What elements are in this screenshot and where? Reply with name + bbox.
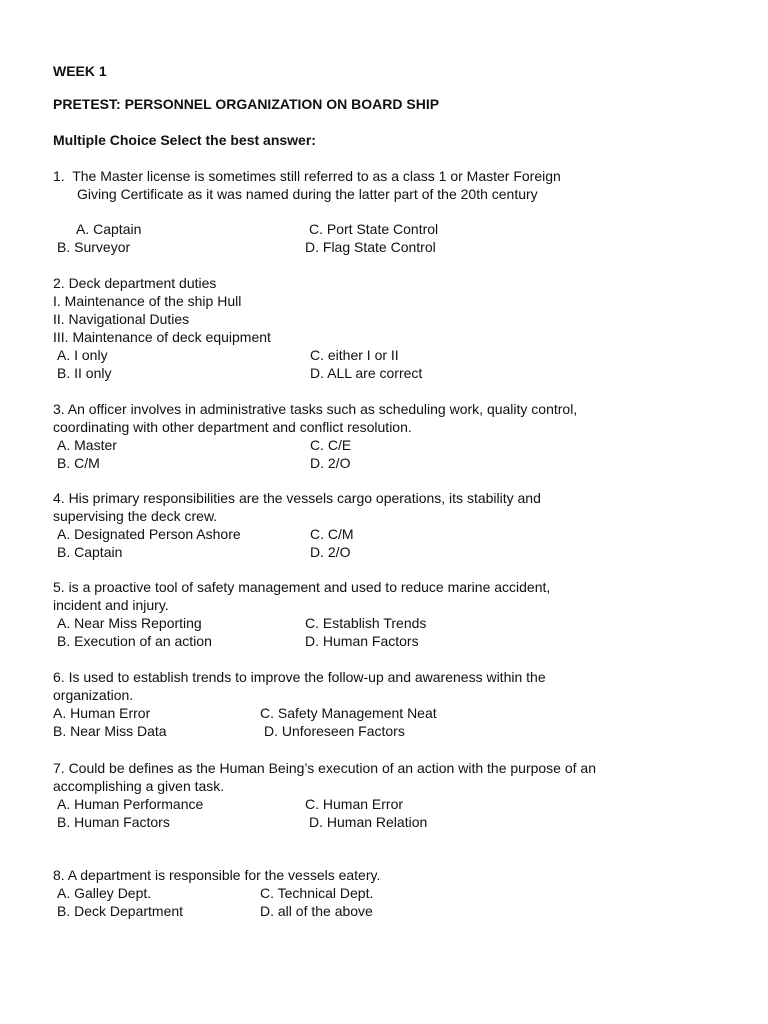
question-text-line: I. Maintenance of the ship Hull [53, 293, 242, 309]
choice-c: C. Establish Trends [305, 615, 427, 631]
week-label: WEEK 1 [53, 63, 107, 79]
question-text-line: 5. is a proactive tool of safety management and used to reduce marine accident, [53, 579, 551, 595]
question-text-line: III. Maintenance of deck equipment [53, 329, 271, 345]
instruction-text: Multiple Choice Select the best answer: [53, 132, 316, 148]
choice-b: B. Captain [57, 544, 123, 560]
choice-b: B. Surveyor [57, 239, 131, 255]
choice-c: C. either I or II [310, 347, 399, 363]
choice-c: C. Human Error [305, 796, 404, 812]
choice-a: A. Human Performance [57, 796, 204, 812]
choice-a: A. Master [57, 437, 117, 453]
question-text-line: 7. Could be defines as the Human Being’s execution of an action with the purpose of an [53, 760, 596, 776]
choice-c: C. C/E [310, 437, 352, 453]
question-text-line: 3. An officer involves in administrative tasks such as scheduling work, quality control, [53, 401, 578, 417]
page-title: PRETEST: PERSONNEL ORGANIZATION ON BOARD SHIP [53, 96, 440, 112]
choice-d: D. Flag State Control [305, 239, 436, 255]
choice-b: B. Human Factors [57, 814, 170, 830]
choice-d: D. 2/O [310, 544, 351, 560]
question-text-line: incident and injury. [53, 597, 169, 613]
question-text-line: 8. A department is responsible for the vessels eatery. [53, 867, 381, 883]
choice-c: C. C/M [310, 526, 354, 542]
choice-a: A. Near Miss Reporting [57, 615, 202, 631]
question-text-line: 1. The Master license is sometimes still referred to as a class 1 or Master Foreign [53, 168, 561, 184]
choice-b: B. C/M [57, 455, 100, 471]
question-text-line: organization. [53, 687, 134, 703]
question-text-line: coordinating with other department and conflict resolution. [53, 419, 412, 435]
question-text-line: 6. Is used to establish trends to improve the follow-up and awareness within the [53, 669, 546, 685]
question-text-line: II. Navigational Duties [53, 311, 190, 327]
choice-b: B. II only [57, 365, 112, 381]
choice-c: C. Technical Dept. [260, 885, 374, 901]
question-text-line: Giving Certificate as it was named during the latter part of the 20th century [77, 186, 538, 202]
choice-d: D. Human Factors [305, 633, 419, 649]
choice-a: A. Human Error [53, 705, 151, 721]
choice-a: A. Galley Dept. [57, 885, 152, 901]
choice-d: D. Human Relation [309, 814, 428, 830]
choice-b: B. Deck Department [57, 903, 184, 919]
choice-b: B. Near Miss Data [53, 723, 167, 739]
question-text-line: accomplishing a given task. [53, 778, 225, 794]
question-text-line: 2. Deck department duties [53, 275, 217, 291]
question-text-line: supervising the deck crew. [53, 508, 218, 524]
question-text-line: 4. His primary responsibilities are the vessels cargo operations, its stability and [53, 490, 541, 506]
choice-d: D. all of the above [260, 903, 373, 919]
choice-a: A. Captain [76, 221, 142, 237]
choice-d: D. Unforeseen Factors [264, 723, 405, 739]
choice-d: D. ALL are correct [310, 365, 423, 381]
choice-c: C. Port State Control [309, 221, 439, 237]
choice-b: B. Execution of an action [57, 633, 212, 649]
choice-a: A. Designated Person Ashore [57, 526, 241, 542]
choice-c: C. Safety Management Neat [260, 705, 437, 721]
choice-a: A. I only [57, 347, 108, 363]
choice-d: D. 2/O [310, 455, 351, 471]
